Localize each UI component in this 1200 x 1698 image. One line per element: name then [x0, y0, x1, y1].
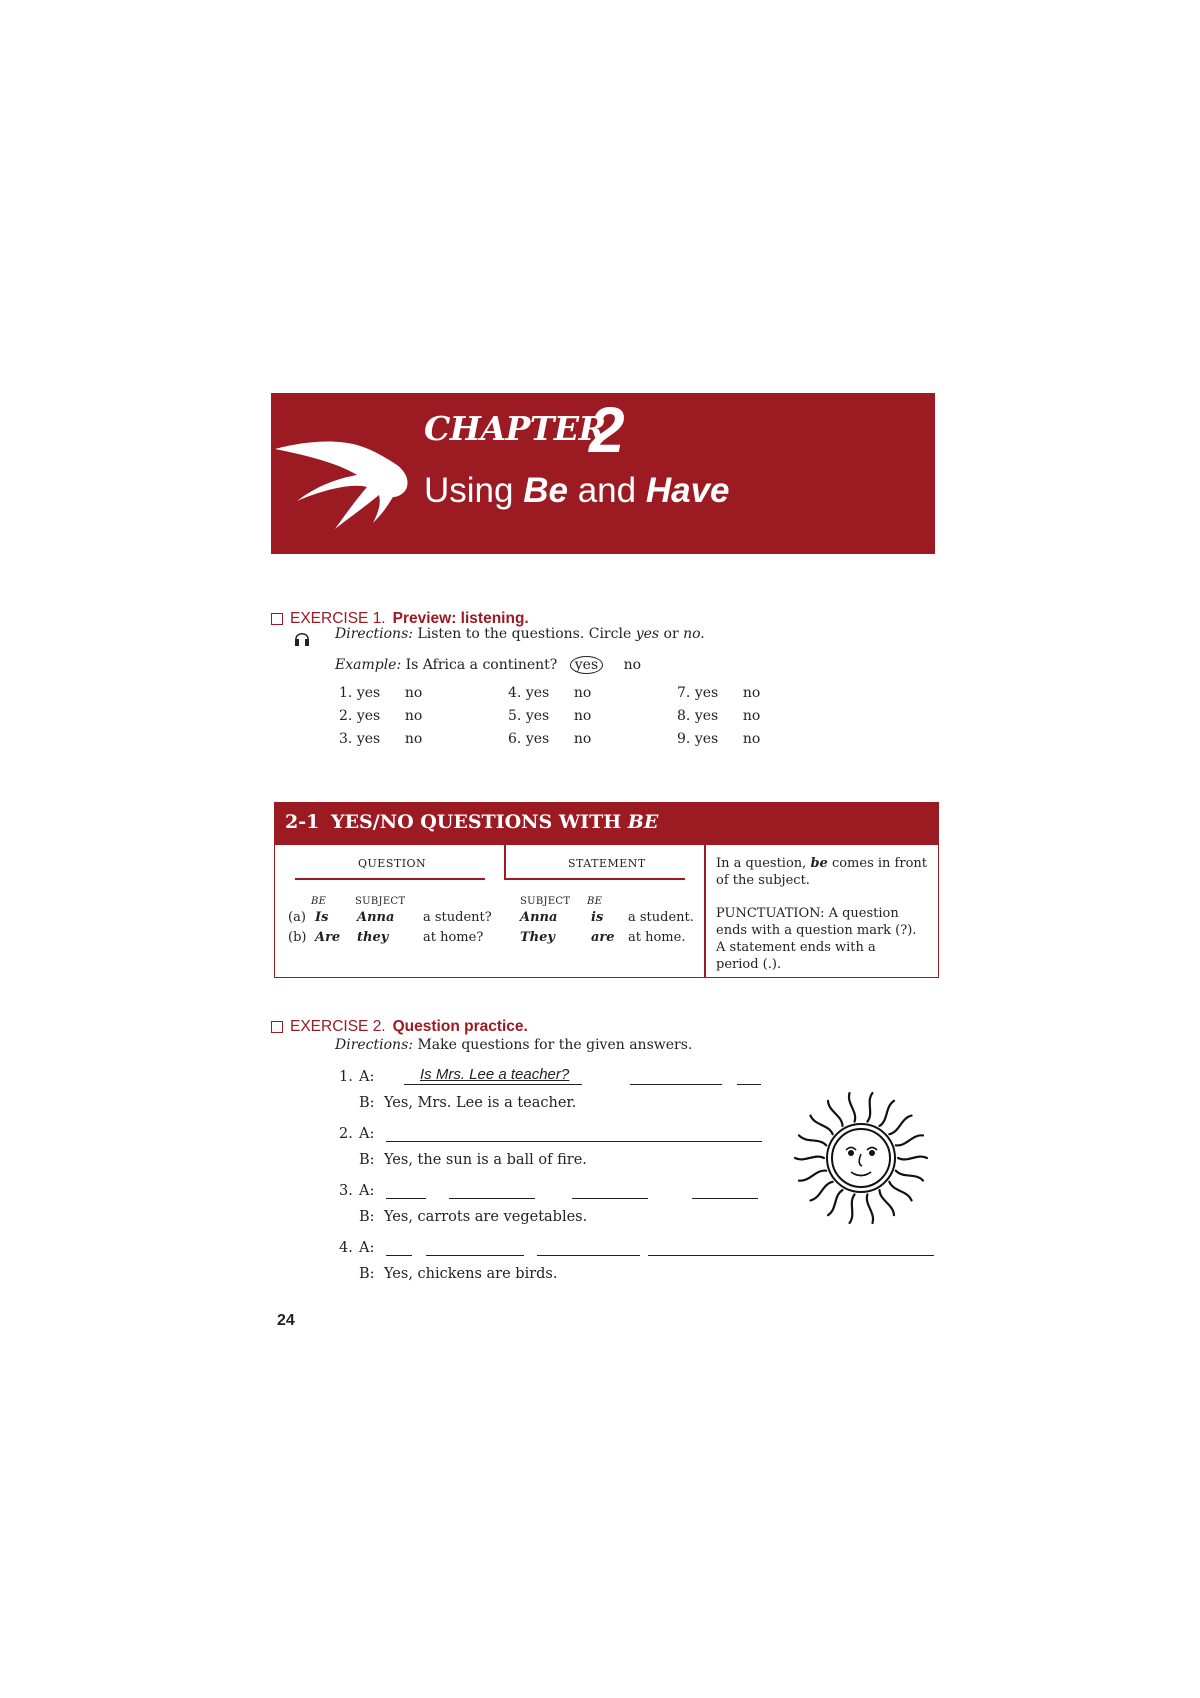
headphones-icon: [294, 629, 310, 647]
no-option[interactable]: no: [742, 731, 761, 747]
question-number: 3.: [339, 1183, 353, 1199]
answer-line[interactable]: [426, 1255, 524, 1256]
sun-ray: [828, 1101, 843, 1126]
no-option[interactable]: no: [573, 708, 592, 724]
chapter-title: [424, 471, 730, 511]
sun-ray: [896, 1171, 923, 1181]
directions-text: Make questions for the given answers.: [417, 1037, 693, 1053]
question-be: Is: [315, 910, 329, 925]
exercise1-item: 7. yes no: [677, 685, 761, 701]
question-rest: a student?: [423, 910, 492, 925]
head-subject: SUBJECT: [520, 896, 571, 907]
speaker-a-label: A:: [359, 1183, 375, 1199]
yes-option[interactable]: yes: [525, 685, 550, 701]
sun-ray: [849, 1093, 855, 1122]
example-label: (b): [288, 930, 307, 945]
exercise1-item: 3. yes no: [339, 731, 423, 747]
chapter-label: CHAPTER: [424, 409, 606, 448]
question-number: 1.: [339, 1069, 353, 1085]
question-rest: at home?: [423, 930, 484, 945]
answer-line[interactable]: [386, 1198, 426, 1199]
exercise1-directions: [335, 626, 705, 642]
yes-option[interactable]: yes: [694, 685, 719, 701]
exercise1-item: 4. yes no: [508, 685, 592, 701]
speaker-b-label: B:: [359, 1095, 375, 1111]
answer-line: [404, 1084, 582, 1085]
sun-ray: [880, 1190, 895, 1215]
yes-option[interactable]: yes: [525, 708, 550, 724]
title-word-and: and: [577, 471, 637, 510]
title-word-be: Be: [523, 471, 568, 510]
exercise1-item: 1. yes no: [339, 685, 423, 701]
directions-yes: yes: [635, 626, 660, 642]
no-option[interactable]: no: [742, 708, 761, 724]
yes-option[interactable]: yes: [694, 708, 719, 724]
chart-number: 2-1: [285, 811, 320, 833]
question-subject: Anna: [357, 910, 395, 925]
example-question: Is Africa a continent?: [405, 657, 558, 673]
column-statement: STATEMENT: [568, 857, 646, 870]
directions-or: or: [659, 626, 684, 642]
sun-ray: [810, 1182, 832, 1201]
speaker-a-label: A:: [359, 1126, 375, 1142]
answer-text: Yes, chickens are birds.: [384, 1266, 558, 1282]
sun-ray: [799, 1135, 826, 1145]
sun-ray: [795, 1157, 824, 1160]
chapter-banner: [271, 393, 935, 554]
answer-text: Yes, Mrs. Lee is a teacher.: [384, 1095, 577, 1111]
example-label: (a): [288, 910, 306, 925]
chart-header: [275, 803, 938, 845]
answer-line[interactable]: [692, 1198, 758, 1199]
answer-text: Yes, the sun is a ball of fire.: [384, 1152, 587, 1168]
yes-option[interactable]: yes: [356, 685, 381, 701]
statement-subject: They: [520, 930, 555, 945]
statement-subject: Anna: [520, 910, 558, 925]
question-number: 2.: [339, 1126, 353, 1142]
checkbox-square-icon: [271, 613, 283, 625]
exercise1-item: 6. yes no: [508, 731, 592, 747]
sun-ray: [896, 1135, 923, 1145]
sun-ray: [898, 1157, 927, 1160]
statement-rest: at home.: [628, 930, 686, 945]
no-option[interactable]: no: [573, 731, 592, 747]
grammar-chart: [274, 802, 939, 978]
exercise2-title: Question practice.: [392, 1018, 528, 1035]
answer-line[interactable]: [572, 1198, 648, 1199]
speaker-b-label: B:: [359, 1266, 375, 1282]
sun-ray: [799, 1171, 826, 1181]
directions-no: no.: [683, 626, 705, 642]
subhead-rule: [504, 878, 685, 880]
sun-ray: [850, 1194, 855, 1223]
sun-ray: [889, 1116, 911, 1135]
no-option[interactable]: no: [404, 685, 423, 701]
chart-note-word-order: In a question, be comes in front of the subject.: [716, 856, 927, 888]
answer-line[interactable]: [386, 1255, 412, 1256]
statement-be: is: [591, 910, 604, 925]
subhead-rule: [295, 878, 485, 880]
question-be: Are: [315, 930, 341, 945]
speaker-a-label: A:: [359, 1069, 375, 1085]
chart-note-punctuation: PUNCTUATION: A question ends with a question mark (?). A statement ends with a period (.).: [716, 906, 917, 972]
sun-ray: [810, 1116, 832, 1135]
example-answer-no: no: [623, 657, 642, 673]
statement-be: are: [591, 930, 615, 945]
exercise2-directions: [335, 1037, 692, 1053]
speaker-b-label: B:: [359, 1209, 375, 1225]
sun-face-icon: [790, 1088, 932, 1228]
swallow-bird-icon: [275, 431, 410, 531]
answer-text: Yes, carrots are vegetables.: [384, 1209, 588, 1225]
title-word-using: Using: [424, 471, 514, 510]
answer-line[interactable]: [648, 1255, 934, 1256]
example-answer-circled: yes: [570, 656, 603, 674]
sun-ray: [828, 1190, 843, 1215]
answer-line[interactable]: [449, 1198, 535, 1199]
exercise2-heading: [271, 1018, 528, 1036]
sun-ray: [889, 1182, 911, 1201]
directions-text: Listen to the questions. Circle: [417, 626, 636, 642]
speaker-a-label: A:: [359, 1240, 375, 1256]
yes-option[interactable]: yes: [356, 708, 381, 724]
no-option[interactable]: no: [573, 685, 592, 701]
exercise1-item: 8. yes no: [677, 708, 761, 724]
directions-label: Directions:: [335, 1037, 413, 1053]
answer-line[interactable]: [537, 1255, 640, 1256]
sun-ray: [867, 1194, 873, 1223]
answer-line: [630, 1084, 722, 1085]
question-number: 4.: [339, 1240, 353, 1256]
yes-option[interactable]: yes: [525, 731, 550, 747]
column-question: QUESTION: [358, 857, 427, 870]
answer-line[interactable]: [386, 1141, 762, 1142]
answer-line: [737, 1084, 761, 1085]
head-be: BE: [587, 896, 603, 907]
no-option[interactable]: no: [742, 685, 761, 701]
chapter-number: 2: [589, 394, 625, 466]
no-option[interactable]: no: [404, 708, 423, 724]
yes-option[interactable]: yes: [356, 731, 381, 747]
answer-field[interactable]: Is Mrs. Lee a teacher?: [420, 1066, 570, 1083]
sun-ray: [867, 1093, 872, 1122]
yes-option[interactable]: yes: [694, 731, 719, 747]
exercise1-number: EXERCISE 1.: [290, 610, 386, 627]
example-label: Example:: [335, 657, 402, 673]
column-divider: [704, 845, 706, 977]
head-be: BE: [311, 896, 327, 907]
exercise2-number: EXERCISE 2.: [290, 1018, 386, 1035]
directions-label: Directions:: [335, 626, 413, 642]
page-number: 24: [277, 1312, 295, 1329]
exercise1-title: Preview: listening.: [392, 610, 529, 627]
no-option[interactable]: no: [404, 731, 423, 747]
statement-rest: a student.: [628, 910, 694, 925]
head-subject: SUBJECT: [355, 896, 406, 907]
column-divider: [504, 845, 506, 879]
sun-ray: [880, 1101, 895, 1126]
exercise1-item: 5. yes no: [508, 708, 592, 724]
speaker-b-label: B:: [359, 1152, 375, 1168]
title-word-have: Have: [645, 471, 730, 510]
question-subject: they: [357, 930, 389, 945]
checkbox-square-icon: [271, 1021, 283, 1033]
exercise1-item: 2. yes no: [339, 708, 423, 724]
chart-title: YES/NO QUESTIONS WITH BE: [331, 811, 659, 833]
exercise1-example: [335, 656, 641, 674]
exercise1-item: 9. yes no: [677, 731, 761, 747]
